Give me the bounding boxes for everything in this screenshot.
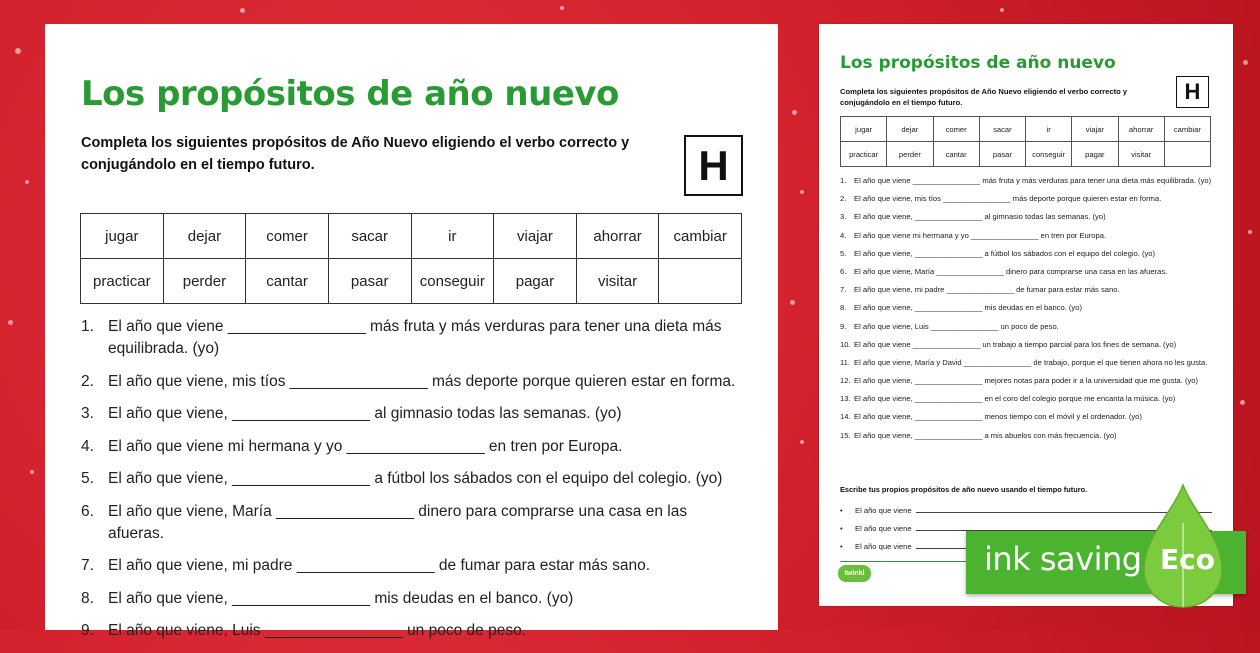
sentence-text: El año que viene, ________________ mejores notas para poder ir a la universidad que me gusta. (yo): [854, 376, 1199, 386]
verb-cell: viajar: [494, 214, 577, 259]
verb-cell: conseguir: [411, 259, 494, 304]
verb-cell: comer: [933, 117, 979, 142]
sentence-item: [81, 588, 741, 610]
sentence-number: 10.: [840, 339, 851, 349]
sentence-item: [840, 411, 1212, 424]
sentence-number: 7.: [81, 557, 94, 574]
verb-cell: pagar: [494, 259, 577, 304]
verb-row: [81, 214, 742, 259]
verb-cell: ir: [1026, 117, 1072, 142]
sentence-number: 15.: [840, 430, 851, 440]
sentence-number: 1.: [81, 318, 94, 335]
verb-cell: cambiar: [1164, 117, 1210, 142]
verb-row: [841, 142, 1211, 167]
sentence-text: El año que viene, María ________________ dinero para comprarse una casa en las afueras.: [854, 266, 1168, 276]
verb-cell: jugar: [81, 214, 164, 259]
sentence-item: [81, 468, 741, 490]
bullet-icon: •: [840, 524, 843, 533]
sentence-item: [840, 321, 1212, 334]
sentence-item: [840, 284, 1212, 297]
background-dot: [8, 320, 13, 325]
preview-level-badge: H: [1176, 76, 1209, 108]
verb-cell: cambiar: [659, 214, 742, 259]
verb-cell: cantar: [933, 142, 979, 167]
sentence-number: 6.: [81, 502, 94, 520]
verb-cell: visitar: [1118, 142, 1164, 167]
sentence-text: El año que viene, mi padre ________________ de fumar para estar más sano.: [108, 557, 651, 574]
verb-cell: [659, 259, 742, 304]
sentence-number: 4.: [81, 437, 94, 455]
background-dot: [30, 470, 34, 474]
sentence-item: [81, 620, 741, 642]
sentence-number: 6.: [840, 266, 847, 276]
sentence-text: El año que viene ________________ más fruta y más verduras para tener una dieta más equilibrada. (yo): [854, 176, 1212, 185]
verb-cell: dejar: [163, 214, 246, 259]
preview-instructions: Completa los siguientes propósitos de Año Nuevo eligiendo el verbo correcto y conjugándolo en el tiempo futuro.: [840, 87, 1128, 107]
sentence-item: [840, 175, 1212, 188]
sentence-number: 9.: [840, 321, 847, 331]
verb-cell: jugar: [841, 117, 887, 142]
sentence-number: 3.: [840, 212, 847, 222]
background-dot: [800, 440, 804, 444]
verb-cell: sacar: [328, 214, 411, 259]
verb-row: [841, 117, 1211, 142]
sentence-number: 4.: [840, 230, 847, 240]
instructions: Completa los siguientes propósitos de Año Nuevo eligiendo el verbo correcto y conjugándolo en el tiempo futuro.: [81, 135, 630, 173]
sentence-text: El año que viene mi hermana y yo ________________ en tren por Europa.: [108, 437, 623, 455]
sentence-number: 9.: [81, 622, 94, 639]
sentence-text: El año que viene, ________________ al gimnasio todas las semanas. (yo): [108, 405, 622, 422]
background-dot: [240, 8, 245, 13]
background-dot: [1243, 60, 1248, 65]
verb-cell: pasar: [979, 142, 1025, 167]
sentence-text: El año que viene, ________________ a fútbol los sábados con el equipo del colegio. (yo): [108, 470, 723, 487]
sentence-text: El año que viene ________________ un trabajo a tiempo parcial para los fines de semana. (yo): [854, 339, 1177, 349]
sentence-text: El año que viene, mis tíos ________________ más deporte porque quieren estar en forma.: [854, 194, 1162, 204]
verb-cell: pagar: [1072, 142, 1118, 167]
sentence-number: 11.: [840, 357, 850, 367]
preview-verb-table: [840, 116, 1211, 167]
sentence-number: 8.: [81, 589, 94, 607]
background-dot: [790, 300, 795, 305]
sentence-text: El año que viene, Luis ________________ un poco de peso.: [854, 321, 1059, 331]
ink-saving-text: ink saving: [984, 540, 1142, 578]
worksheet-page-zoomed: [45, 24, 778, 639]
sentence-text: El año que viene, María y David ________________ de trabajo, porque el que tienen ahora no les gusta.: [854, 357, 1208, 367]
page-title: Los propósitos de año nuevo: [81, 74, 619, 114]
sentence-number: 2.: [81, 372, 94, 390]
sentence-item: [840, 302, 1212, 315]
verb-table: [80, 213, 742, 304]
sentence-item: [840, 266, 1212, 279]
verb-cell: conseguir: [1026, 142, 1072, 167]
sentence-item: [81, 501, 741, 545]
own-resolution-prompt: El año que viene: [855, 524, 912, 533]
sentence-item: [840, 375, 1212, 388]
verb-cell: comer: [246, 214, 329, 259]
sentence-text: El año que viene, ________________ a fútbol los sábados con el equipo del colegio. (yo): [854, 248, 1156, 258]
sentence-number: 3.: [81, 405, 94, 422]
sentence-number: 2.: [840, 194, 847, 204]
verb-cell: pasar: [328, 259, 411, 304]
sentence-item: [81, 316, 741, 360]
background-dot: [560, 6, 564, 10]
background-dot: [15, 48, 21, 54]
verb-cell: dejar: [887, 117, 933, 142]
verb-cell: sacar: [979, 117, 1025, 142]
verb-cell: visitar: [576, 259, 659, 304]
verb-cell: ahorrar: [1118, 117, 1164, 142]
verb-cell: cantar: [246, 259, 329, 304]
sentence-text: El año que viene, mi padre ________________ de fumar para estar más sano.: [854, 285, 1120, 295]
own-resolution-prompt: El año que viene: [855, 506, 912, 515]
verb-cell: [1164, 142, 1210, 167]
sentence-text: El año que viene ________________ más fruta y más verduras para tener una dieta más equilibrada. (yo): [108, 318, 722, 357]
sentence-text: El año que viene, ________________ mis deudas en el banco. (yo): [108, 589, 574, 607]
sentence-text: El año que viene, ________________ en el coro del colegio porque me encanta la música. (yo): [854, 394, 1176, 404]
verb-cell: ahorrar: [576, 214, 659, 259]
twinkl-logo: twinkl: [838, 565, 871, 582]
verb-cell: perder: [887, 142, 933, 167]
background-dot: [800, 190, 804, 194]
write-own-instructions: Escribe tus propios propósitos de año nuevo usando el tiempo futuro.: [840, 485, 1088, 494]
bullet-icon: •: [840, 542, 843, 551]
bullet-icon: •: [840, 506, 843, 515]
sentence-item: [840, 430, 1212, 443]
sentence-text: El año que viene mi hermana y yo ________________ en tren por Europa.: [854, 230, 1107, 240]
sentence-text: El año que viene, ________________ menos tiempo con el móvil y el ordenador. (yo): [854, 412, 1142, 422]
sentence-item: [840, 230, 1212, 243]
sentence-text: El año que viene, ________________ al gimnasio todas las semanas. (yo): [854, 212, 1106, 222]
sentence-number: 12.: [840, 376, 851, 386]
sentence-item: [81, 555, 741, 577]
sentence-item: [840, 193, 1212, 206]
preview-title: Los propósitos de año nuevo: [840, 53, 1116, 73]
background-dot: [1000, 8, 1004, 12]
sentence-text: El año que viene, mis tíos ________________ más deporte porque quieren estar en forma.: [108, 372, 736, 390]
sentence-item: [840, 357, 1212, 370]
sentence-text: El año que viene, Luis ________________ un poco de peso.: [108, 622, 526, 639]
eco-label: Eco: [1160, 543, 1215, 576]
verb-cell: practicar: [841, 142, 887, 167]
level-badge: H: [684, 135, 743, 196]
background-dot: [1248, 230, 1252, 234]
verb-cell: viajar: [1072, 117, 1118, 142]
verb-cell: practicar: [81, 259, 164, 304]
sentence-text: El año que viene, ________________ mis deudas en el banco. (yo): [854, 303, 1082, 313]
sentence-number: 7.: [840, 285, 847, 295]
sentence-item: [840, 211, 1212, 224]
sentence-item: [81, 436, 741, 458]
sentence-item: [840, 393, 1212, 406]
background-dot: [25, 180, 29, 184]
sentence-item: [840, 248, 1212, 261]
verb-cell: ir: [411, 214, 494, 259]
sentence-text: El año que viene, ________________ a mis abuelos con más frecuencia. (yo): [854, 430, 1117, 440]
sentence-item: [840, 339, 1212, 352]
verb-row: [81, 259, 742, 304]
preview-sentence-list: [840, 175, 1212, 448]
sentence-number: 8.: [840, 303, 847, 313]
sentence-number: 1.: [840, 176, 847, 185]
own-resolution-prompt: El año que viene: [855, 542, 912, 551]
sentence-number: 14.: [840, 412, 851, 422]
sentence-number: 5.: [81, 470, 94, 487]
background-dot: [792, 110, 797, 115]
sentence-item: [81, 371, 741, 393]
sentence-list: [81, 316, 741, 653]
verb-cell: perder: [163, 259, 246, 304]
background-dot: [1240, 400, 1245, 405]
sentence-number: 5.: [840, 248, 847, 258]
sentence-item: [81, 403, 741, 425]
sentence-number: 13.: [840, 394, 851, 404]
sentence-text: El año que viene, María ________________ dinero para comprarse una casa en las afueras.: [108, 502, 688, 542]
